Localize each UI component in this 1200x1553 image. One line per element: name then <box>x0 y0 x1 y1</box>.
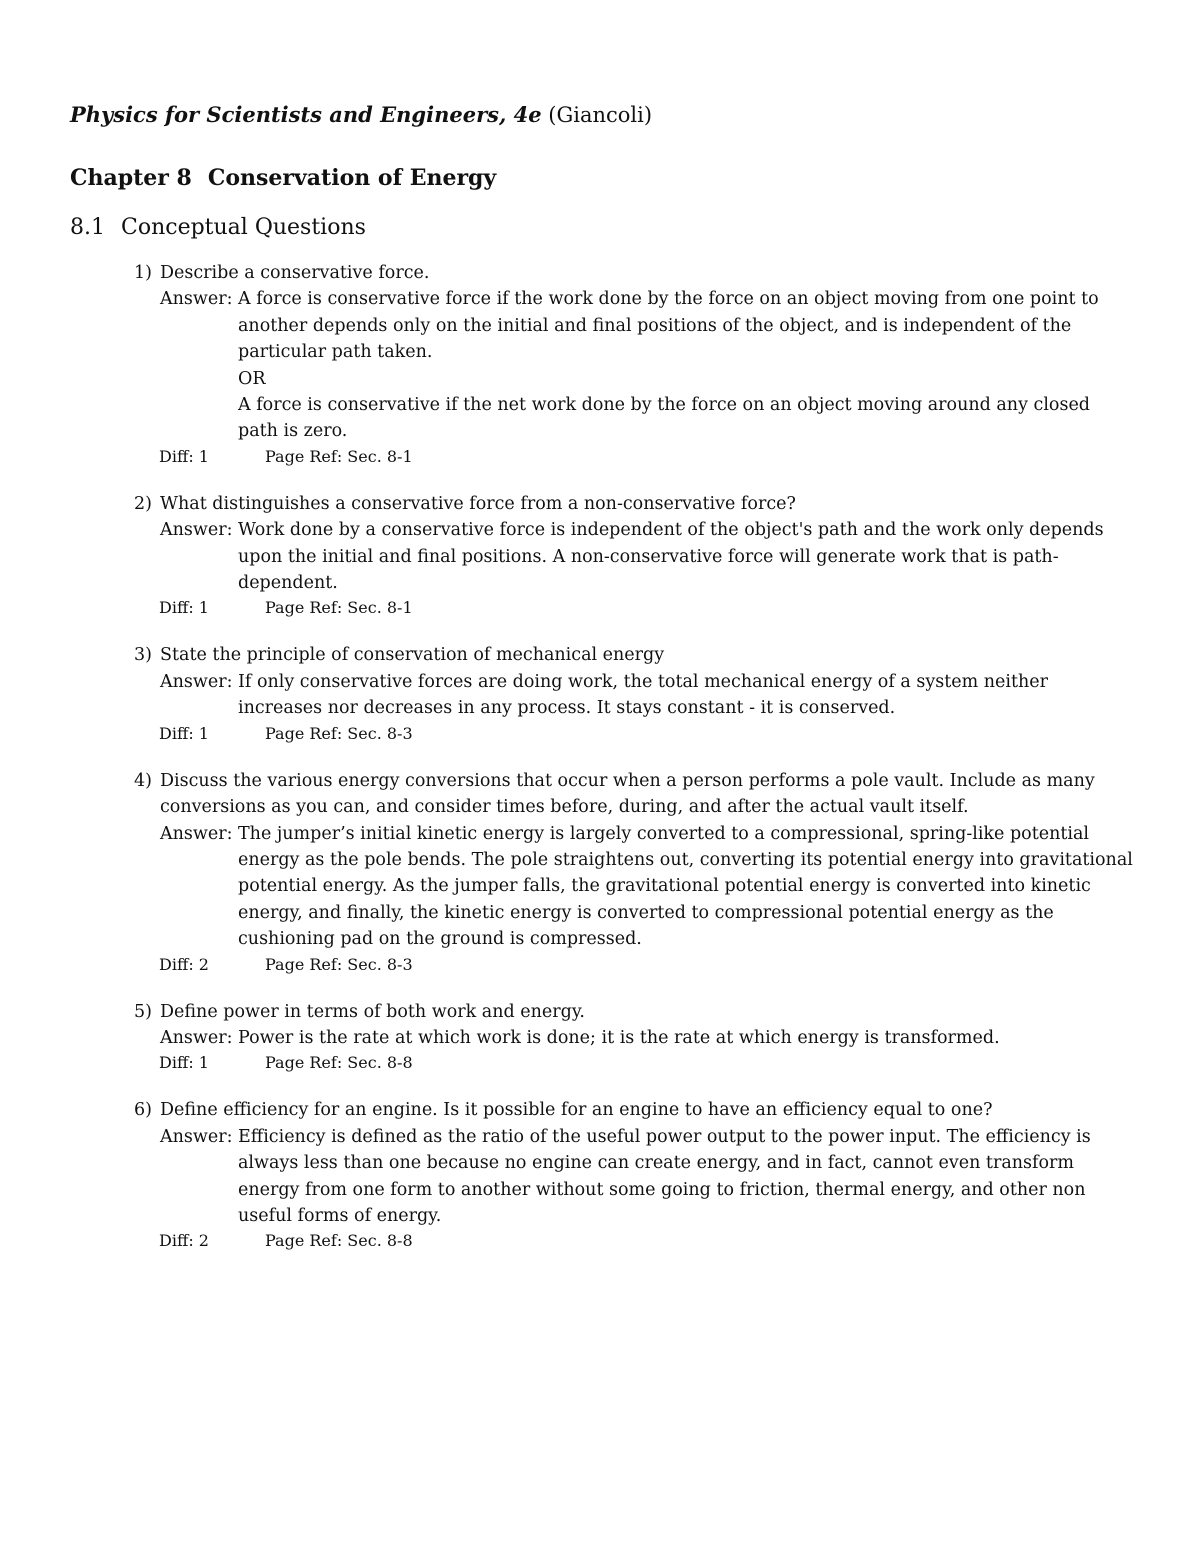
question-text: Describe a conservative force. <box>160 263 430 283</box>
answer-paragraph: Work done by a conservative force is independent of the object's path and the work only depends upon the initial and final positions. A non-conservative force will generate work that is path-dependent. <box>238 520 1104 594</box>
question-text: Define power in terms of both work and energy. <box>160 1001 585 1022</box>
difficulty: Diff: 1 <box>159 1053 209 1073</box>
question-number: 1) <box>134 263 152 283</box>
answer-paragraph: A force is conservative force if the work done by the force on an object moving from one point to another depends only on the initial and final positions of the object, and is independent of the particular path taken. <box>238 289 1099 363</box>
question-line <box>134 491 1134 517</box>
answer-block <box>160 286 1134 444</box>
answer-paragraph: Efficiency is defined as the ratio of the useful power output to the power input. The efficiency is always less than one because no engine can create energy, and in fact, cannot even transform energy from one form to another without some going to friction, thermal energy, and other non useful forms of energy. <box>238 1126 1091 1226</box>
book-title-author: (Giancoli) <box>548 103 653 127</box>
page-ref: Page Ref: Sec. 8-3 <box>265 954 413 974</box>
difficulty: Diff: 2 <box>159 1231 209 1251</box>
question-number: 2) <box>134 493 152 514</box>
page-ref: Page Ref: Sec. 8-8 <box>265 1053 413 1073</box>
question-line <box>134 999 1134 1025</box>
question-meta <box>159 596 1134 620</box>
question-item <box>134 642 1134 745</box>
answer-block <box>160 669 1134 722</box>
answer-text <box>238 669 1134 722</box>
answer-paragraph: The jumper’s initial kinetic energy is largely converted to a compressional, spring-like potential energy as the pole bends. The pole straightens out, converting its potential energy into gravitational potential energy. As the jumper falls, the gravitational potential energy is converted into kinetic energy, and finally, the kinetic energy is converted to compressional potential energy as the cushioning pad on the ground is compressed. <box>238 823 1133 950</box>
question-line <box>134 1097 1134 1123</box>
question-line <box>134 642 1134 668</box>
section-number: 8.1 <box>70 215 105 240</box>
answer-label: Answer: <box>160 289 233 310</box>
page-ref: Page Ref: Sec. 8-8 <box>265 1231 413 1251</box>
difficulty: Diff: 1 <box>159 446 209 466</box>
question-list <box>134 260 1134 1275</box>
answer-label: Answer: <box>160 520 233 541</box>
question-item <box>134 491 1134 621</box>
question-line <box>134 768 1134 821</box>
answer-label: Answer: <box>160 823 233 844</box>
answer-block <box>160 517 1134 596</box>
difficulty: Diff: 2 <box>159 954 209 974</box>
question-text: What distinguishes a conservative force from a non-conservative force? <box>160 493 796 514</box>
section-title <box>70 212 366 244</box>
answer-text <box>238 821 1134 953</box>
question-text: Define efficiency for an engine. Is it possible for an engine to have an efficiency equal to one? <box>160 1100 993 1121</box>
section-name: Conceptual Questions <box>121 215 366 240</box>
page-ref: Page Ref: Sec. 8-1 <box>265 598 413 618</box>
chapter-title <box>70 162 496 194</box>
answer-block <box>160 1025 1134 1051</box>
answer-text <box>238 1025 1134 1051</box>
question-item <box>134 999 1134 1076</box>
question-number: 4) <box>134 770 152 791</box>
answer-label: Answer: <box>160 1027 233 1048</box>
question-text: Discuss the various energy conversions that occur when a person performs a pole vault. Include as many conversions as you can, and consider times before, during, and after the actual vault itself. <box>160 770 1095 818</box>
question-number: 3) <box>134 645 152 666</box>
answer-text <box>238 1124 1134 1230</box>
page-ref: Page Ref: Sec. 8-3 <box>265 723 413 743</box>
answer-paragraph: A force is conservative if the net work done by the force on an object moving around any closed path is zero. <box>238 395 1091 442</box>
answer-label: Answer: <box>160 1126 233 1147</box>
question-meta <box>159 1229 1134 1253</box>
answer-text <box>238 286 1134 444</box>
answer-paragraph: Power is the rate at which work is done; it is the rate at which energy is transformed. <box>238 1027 1000 1048</box>
book-title-italic: Physics for Scientists and Engineers, 4e <box>70 102 542 127</box>
question-text: State the principle of conservation of mechanical energy <box>160 645 665 666</box>
question-item <box>134 1097 1134 1253</box>
question-meta <box>159 722 1134 746</box>
question-line <box>134 260 1134 286</box>
question-meta <box>159 953 1134 977</box>
answer-block <box>160 1124 1134 1230</box>
chapter-name: Conservation of Energy <box>207 165 497 191</box>
book-title <box>70 100 652 130</box>
question-number: 5) <box>134 1001 152 1022</box>
answer-paragraph: If only conservative forces are doing work, the total mechanical energy of a system neither increases nor decreases in any process. It stays constant - it is conserved. <box>238 671 1048 719</box>
chapter-label: Chapter 8 <box>70 165 192 191</box>
difficulty: Diff: 1 <box>159 598 209 618</box>
question-meta <box>159 445 1134 469</box>
answer-label: Answer: <box>160 671 233 692</box>
question-number: 6) <box>134 1100 152 1121</box>
question-item <box>134 768 1134 977</box>
difficulty: Diff: 1 <box>159 723 209 743</box>
question-meta <box>159 1051 1134 1075</box>
answer-text <box>238 517 1134 596</box>
answer-paragraph: OR <box>238 368 266 389</box>
question-item <box>134 260 1134 469</box>
page-ref: Page Ref: Sec. 8-1 <box>265 446 413 466</box>
answer-block <box>160 821 1134 953</box>
